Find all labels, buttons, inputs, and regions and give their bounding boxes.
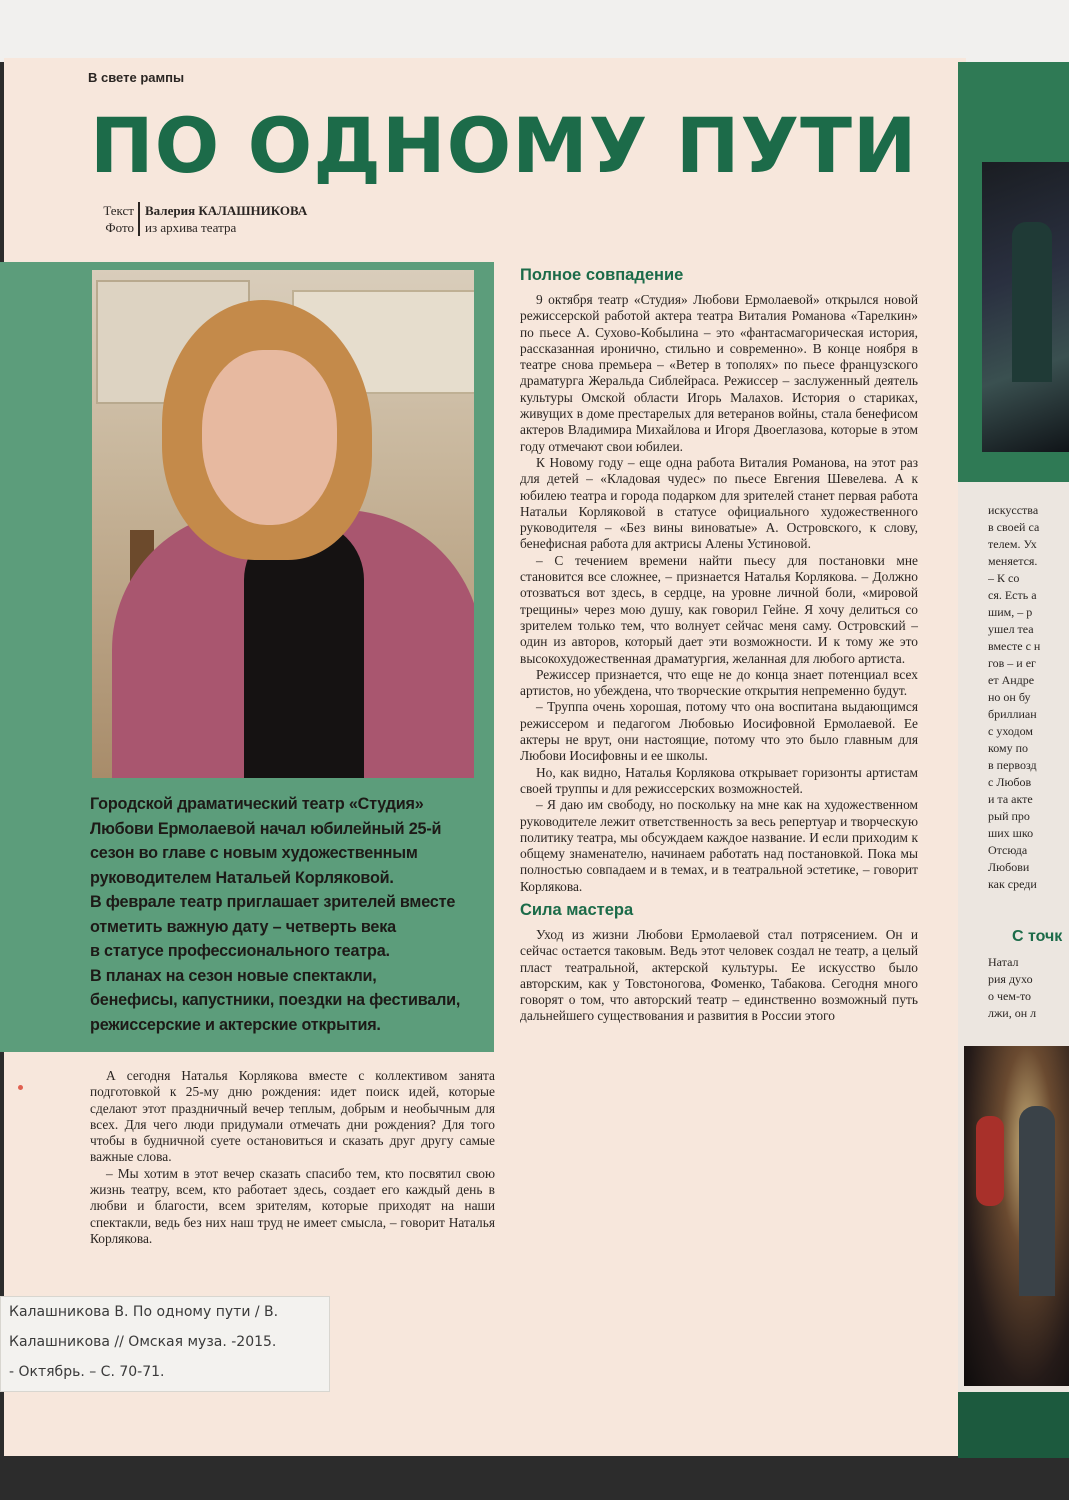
- face: [202, 350, 337, 525]
- facing-line: вместе с н: [988, 639, 1041, 653]
- section-2-body: [520, 927, 918, 1025]
- lead-line: сезон во главе с новым художественным: [90, 844, 418, 862]
- section-heading-polnoe: Полное совпадение: [520, 266, 684, 284]
- facing-line: бриллиан: [988, 707, 1037, 721]
- left-column: [90, 1068, 495, 1247]
- facing-green-footer: [958, 1392, 1069, 1458]
- paragraph: 9 октября театр «Студия» Любови Ермолаевой» открылся новой режиссерской работой актера театра Виталия Романова «Тарелкин» по пьесе А. Сухово-Кобылина – это «фантасмагорическая история, рассказанная иронично, стильно и современно». В конце ноября в театре снова премьера – «Ветер в тополях» по пьесе французского драматурга Жеральда Сиблейраса. Режиссер – заслуженный деятель культуры Омской области Игорь Малахов. История о стариках, живущих в доме престарелых для ветеранов войны, стала бенефисом актеров Владимира Михайлова и Игоря Двоеглазова, которые в этом году отмечают свои юбилеи.: [520, 292, 918, 454]
- facing-line: ушел теа: [988, 622, 1034, 636]
- facing-line: гов – и ег: [988, 656, 1036, 670]
- article-title: ПО ОДНОМУ ПУТИ: [90, 101, 918, 190]
- citation-line: Калашникова В. По одному пути / В.: [9, 1304, 279, 1320]
- facing-photo-stage: [964, 1046, 1069, 1386]
- marker-dot: [18, 1085, 23, 1090]
- citation-line: Калашникова // Омская муза. -2015.: [9, 1334, 277, 1350]
- rubric: В свете рампы: [88, 70, 185, 85]
- facing-line: Натал: [988, 955, 1019, 969]
- paragraph: – Я даю им свободу, но поскольку на мне как на художественном руководителе лежит ответственность за весь репертуар и творческую политику театра, мы обсуждаем каждое название. И если приходим к общему знаменателю, начинаем работать над постановкой. Пока мы полностью совпадаем и в темах, и в театральной эстетике, – говорит Корлякова.: [520, 797, 918, 894]
- facing-line: и та акте: [988, 792, 1033, 806]
- photo-credit: из архива театра: [145, 220, 237, 235]
- section-heading-sila: Сила мастера: [520, 900, 634, 919]
- lead-line: Любови Ермолаевой начал юбилейный 25-й: [90, 819, 442, 838]
- facing-photo-actor: [982, 162, 1069, 452]
- paragraph: Но, как видно, Наталья Корлякова открывает горизонты артистам своей труппы и для режиссерских возможностей.: [520, 764, 918, 796]
- facing-line: Отсюда: [988, 843, 1028, 857]
- facing-line: о чем-то: [988, 989, 1032, 1003]
- paragraph: Режиссер признается, что еще не до конца знает потенциал всех артистов, но убеждена, что творческие открытия непременно будут.: [520, 666, 918, 699]
- facing-line: меняется.: [988, 554, 1038, 568]
- lead-line: отметить важную дату – четверть века: [90, 917, 396, 936]
- facing-line: ших шко: [988, 826, 1034, 840]
- facing-line: ет Андре: [988, 673, 1035, 687]
- citation-label: [0, 1296, 330, 1392]
- facing-line: но он бу: [988, 690, 1031, 704]
- facing-line: телем. Ух: [988, 537, 1037, 551]
- paragraph: А сегодня Наталья Корлякова вместе с коллективом занята подготовкой к 25-му дню рождения: идет поиск идей, которые сделают этот праздничный вечер теплым, добрым и необычным для всех. Для чего люди придумали отмечать дни рождения? Для того чтобы в будничной суете остановиться и сказать друг другу самые важные слова.: [90, 1068, 495, 1165]
- facing-text-2: [988, 954, 1068, 1022]
- lead-paragraph: [90, 792, 490, 1037]
- facing-line: лжи, он л: [988, 1006, 1037, 1020]
- paragraph: – Мы хотим в этот вечер сказать спасибо тем, кто посвятил свою жизнь театру, всем, кто работает здесь, создает его каждый день в любви и благости, всем зрителям, которые приходят на наши спектакли, ведь без них наш труд не имеет смысла, – говорит Наталья Корлякова.: [90, 1165, 495, 1246]
- facing-line: шим, – р: [988, 605, 1033, 619]
- facing-line: рый про: [988, 809, 1030, 823]
- facing-line: с уходом: [988, 724, 1033, 738]
- facing-line: в первозд: [988, 758, 1037, 772]
- section-1-body: [520, 292, 918, 895]
- lead-line: в статусе профессионального театра.: [90, 942, 390, 960]
- lead-line: бенефисы, капустники, поездки на фестивали,: [90, 991, 461, 1009]
- facing-line: искусства: [988, 503, 1039, 517]
- facing-text: [988, 502, 1068, 893]
- author-last-name: КАЛАШНИКОВА: [198, 203, 308, 218]
- facing-line: – К со: [988, 571, 1020, 585]
- paragraph: – Труппа очень хорошая, потому что она воспитана выдающимся режиссером и педагогом Любовью Иосифовной Ермолаевой. Ее актеры не врут, они настоящие, потому что это было главным для Любови Иосифовны и ее школы.: [520, 699, 918, 764]
- citation-line: - Октябрь. – С. 70-71.: [9, 1364, 165, 1380]
- lead-line: руководителем Натальей Корляковой.: [90, 868, 394, 887]
- lead-line: режиссерские и актерские открытия.: [90, 1015, 381, 1034]
- author-first-name: Валерия: [145, 203, 196, 218]
- text-credit-label: Текст: [90, 202, 140, 219]
- paragraph: – С течением времени найти пьесу для постановки мне становится все сложнее, – признается Наталья Корлякова. – Должно отозваться вот здесь, в сердце, на уровне личной боли, «мировой трещины» через мою душу, как говорил Гейне. Я хочу делиться со зрителем только тем, что волнует сейчас меня саму. Островский – один из авторов, который дает эти возможности. И к тому же это высокохудожественная драматургия, желанная для любого артиста.: [520, 552, 918, 666]
- paragraph: Уход из жизни Любови Ермолаевой стал потрясением. Он и сейчас остается таковым. Ведь этот человек создал не театр, а целый пласт театральной, актерской культуры. Ее искусство было авторским, как у Товстоногова, Фоменко, Табакова. Сегодня много говорят о том, что авторский театр – единственно возможный путь дальнейшего существования и развития в России этого: [520, 926, 918, 1024]
- facing-line: как среди: [988, 877, 1037, 891]
- facing-line: ся. Есть а: [988, 588, 1037, 602]
- paragraph: К Новому году – еще одна работа Виталия Романова, на этот раз для детей – «Кладовая чудес» по пьесе Евгения Шевелева. А к юбилею театра и города подарком для зрителей станет первая работа Натальи Корляковой в статусе официального художественного руководителя – «Без вины виноватые» А. Островского, к слову, бенефисная работа для актрисы Алены Устиновой.: [520, 454, 918, 552]
- lead-line: В феврале театр приглашает зрителей вместе: [90, 893, 456, 911]
- facing-line: рия духо: [988, 972, 1033, 986]
- facing-heading: С точк: [1012, 928, 1063, 945]
- facing-page: [958, 62, 1069, 1458]
- facing-line: с Любов: [988, 775, 1032, 789]
- right-column: [520, 260, 918, 1025]
- scan-margin: [0, 0, 1069, 62]
- facing-line: в своей са: [988, 520, 1040, 534]
- facing-line: Любови: [988, 860, 1030, 874]
- credits: [90, 202, 307, 236]
- photo-credit-label: Фото: [90, 219, 140, 236]
- lead-line: Городской драматический театр «Студия»: [90, 795, 424, 813]
- lead-line: В планах на сезон новые спектакли,: [90, 966, 377, 985]
- facing-line: кому по: [988, 741, 1029, 755]
- portrait-photo: [92, 270, 474, 778]
